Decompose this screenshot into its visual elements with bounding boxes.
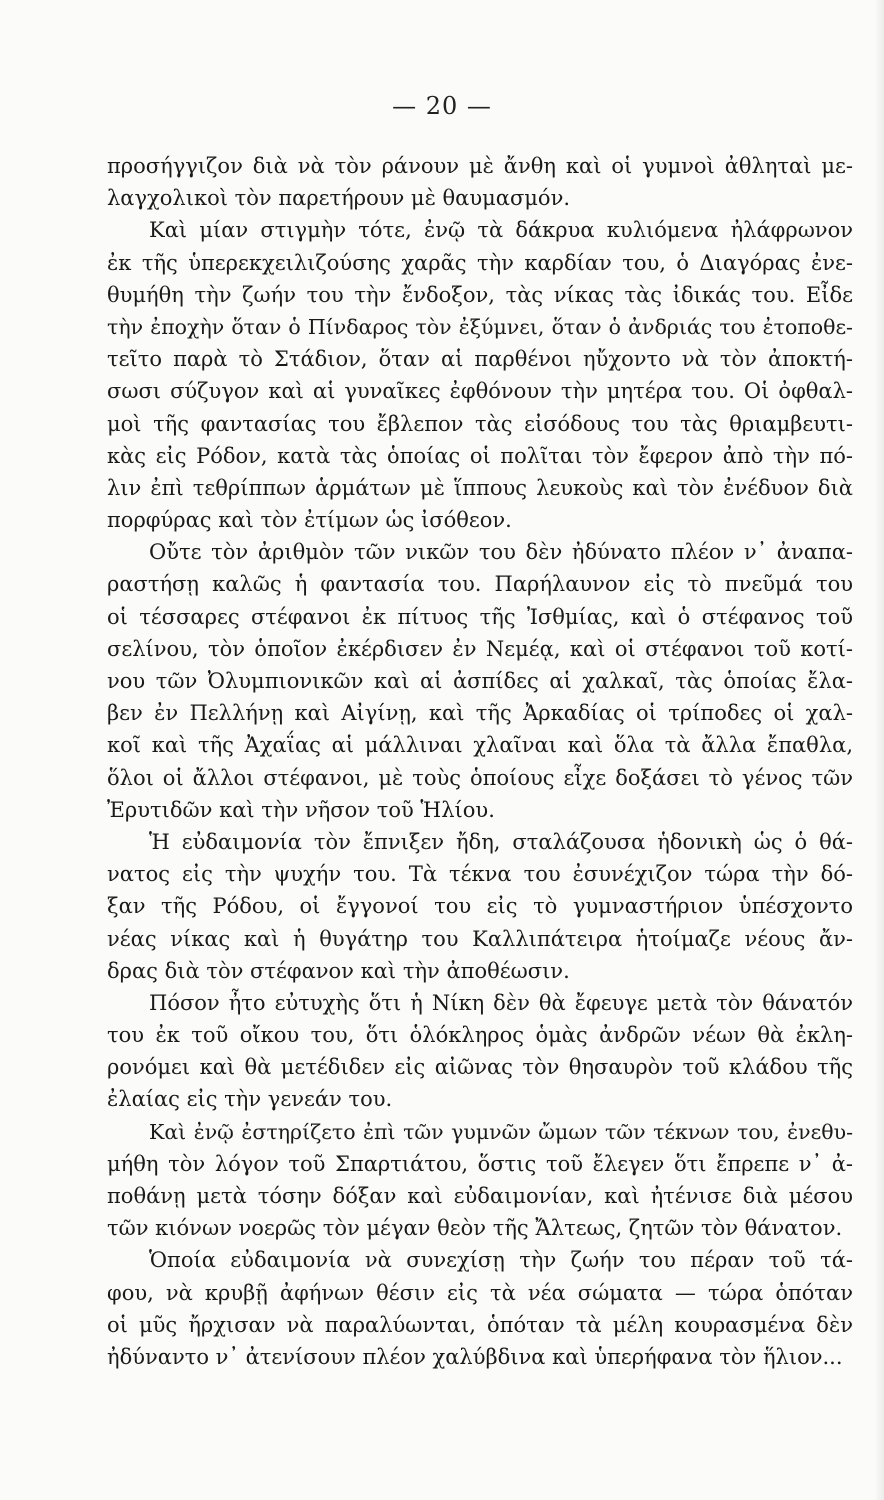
- text-line: ἐλαίας εἰς τὴν γενεάν του.: [107, 1087, 393, 1112]
- text-line: βεν ἐν Πελλήνῃ καὶ Αἰγίνῃ, καὶ τῆς Ἀρκαδίας οἱ τρίποδες οἱ χαλ-: [107, 701, 853, 726]
- text-line: ρονόμει καὶ θὰ μετέδιδεν εἰς αἰῶνας τὸν θησαυρὸν τοῦ κλάδου τῆς: [107, 1055, 853, 1080]
- text-line: οἱ μῦς ἤρχισαν νὰ παραλύωνται, ὁπόταν τὰ μέλη κουρασμένα δὲν: [107, 1312, 853, 1337]
- text-line: κὰς εἰς Ρόδον, κατὰ τὰς ὁποίας οἱ πολῖται τὸν ἔφερον ἀπὸ τὴν πό-: [107, 443, 853, 468]
- text-line: λαγχολικοὶ τὸν παρετήρουν μὲ θαυμασμόν.: [107, 186, 571, 211]
- text-line: οἱ τέσσαρες στέφανοι ἐκ πίτυος τῆς Ἰσθμίας, καὶ ὁ στέφανος τοῦ: [107, 604, 853, 629]
- page-edge-shadow: [874, 0, 884, 1500]
- text-line: νου τῶν Ὀλυμπιονικῶν καὶ αἱ ἀσπίδες αἱ χαλκαῖ, τὰς ὁποίας ἔλα-: [107, 669, 853, 693]
- text-line: ἠδύναντο ν᾽ ἀτενίσουν πλέον χαλύβδινα καὶ ὑπερήφανα τὸν ἥλιον...: [107, 1344, 843, 1369]
- text-line: κοῖ καὶ τῆς Ἀχαΐας αἱ μάλλιναι χλαῖναι καὶ ὅλα τὰ ἄλλα ἔπαθλα,: [107, 733, 853, 758]
- text-line: νέας νίκας καὶ ἡ θυγάτηρ του Καλλιπάτειρα ἡτοίμαζε νέους ἄν-: [107, 926, 853, 951]
- text-line: πορφύρας καὶ τὸν ἐτίμων ὡς ἰσόθεον.: [107, 508, 512, 533]
- text-line: σελίνου, τὸν ὁποῖον ἐκέρδισεν ἐν Νεμέᾳ, καὶ οἱ στέφανοι τοῦ κοτί-: [107, 636, 853, 661]
- text-line: προσήγγιζον διὰ νὰ τὸν ράνουν μὲ ἄνθη καὶ οἱ γυμνοὶ ἀθληταὶ με-: [107, 154, 853, 178]
- text-line: Ὁποία εὐδαιμονία νὰ συνεχίσῃ τὴν ζωήν του πέραν τοῦ τά-: [149, 1248, 853, 1273]
- text-line: φου, νὰ κρυβῇ ἀφήνων θέσιν εἰς τὰ νέα σώματα — τώρα ὁπόταν: [107, 1280, 853, 1305]
- text-line: Πόσον ἦτο εὐτυχὴς ὅτι ἡ Νίκη δὲν θὰ ἔφευγε μετὰ τὸν θάνατόν: [149, 990, 853, 1015]
- text-line: μήθη τὸν λόγον τοῦ Σπαρτιάτου, ὅστις τοῦ ἔλεγεν ὅτι ἔπρεπε ν᾽ ἀ-: [107, 1151, 853, 1176]
- text-line: Οὔτε τὸν ἀριθμὸν τῶν νικῶν του δὲν ἠδύνατο πλέον ν᾽ ἀναπα-: [149, 540, 853, 565]
- page-text-body: [107, 150, 853, 1373]
- text-line: δρας διὰ τὸν στέφανον καὶ τὴν ἀποθέωσιν.: [107, 958, 570, 983]
- text-line: ραστήσῃ καλῶς ἡ φαντασία του. Παρήλαυνον εἰς τὸ πνεῦμά του: [107, 572, 853, 597]
- text-line: Καὶ ἐνῷ ἐστηρίζετο ἐπὶ τῶν γυμνῶν ὤμων τῶν τέκνων του, ἐνεθυ-: [149, 1119, 853, 1144]
- page-number: — 20 —: [392, 92, 492, 120]
- text-line: Καὶ μίαν στιγμὴν τότε, ἐνῷ τὰ δάκρυα κυλιόμενα ἠλάφρωνον: [149, 218, 853, 243]
- text-line: σωσι σύζυγον καὶ αἱ γυναῖκες ἐφθόνουν τὴν μητέρα του. Οἱ ὀφθαλ-: [107, 379, 853, 404]
- text-line: τεῖτο παρὰ τὸ Στάδιον, ὅταν αἱ παρθένοι ηὔχοντο νὰ τὸν ἀποκτή-: [107, 347, 853, 372]
- text-line: τῶν κιόνων νοερῶς τὸν μέγαν θεὸν τῆς Ἄλτεως, ζητῶν τὸν θάνατον.: [107, 1216, 843, 1241]
- text-line: λιν ἐπὶ τεθρίππων ἁρμάτων μὲ ἵππους λευκοὺς καὶ τὸν ἐνέδυον διὰ: [107, 475, 853, 500]
- text-line: του ἐκ τοῦ οἴκου του, ὅτι ὁλόκληρος ὁμὰς ἀνδρῶν νέων θὰ ἐκλη-: [107, 1023, 853, 1048]
- text-line: τὴν ἐποχὴν ὅταν ὁ Πίνδαρος τὸν ἐξύμνει, ὅταν ὁ ἀνδριάς του ἐτοποθε-: [107, 314, 853, 339]
- text-line: ξαν τῆς Ρόδου, οἱ ἔγγονοί του εἰς τὸ γυμναστήριον ὑπέσχοντο: [107, 894, 853, 919]
- text-line: Ἡ εὐδαιμονία τὸν ἔπνιξεν ἤδη, σταλάζουσα ἡδονικὴ ὡς ὁ θά-: [149, 829, 853, 854]
- text-line: ὅλοι οἱ ἄλλοι στέφανοι, μὲ τοὺς ὁποίους εἶχε δοξάσει τὸ γένος τῶν: [107, 765, 853, 790]
- text-line: θυμήθη τὴν ζωήν του τὴν ἔνδοξον, τὰς νίκας τὰς ἰδικάς του. Εἶδε: [107, 282, 853, 307]
- text-line: Ἐρυτιδῶν καὶ τὴν νῆσον τοῦ Ἡλίου.: [107, 797, 495, 822]
- text-line: ποθάνῃ μετὰ τόσην δόξαν καὶ εὐδαιμονίαν, καὶ ἠτένισε διὰ μέσου: [107, 1184, 853, 1208]
- text-line: ἐκ τῆς ὑπερεκχειλιζούσης χαρᾶς τὴν καρδίαν του, ὁ Διαγόρας ἐνε-: [107, 250, 853, 275]
- text-line: μοὶ τῆς φαντασίας του ἔβλεπον τὰς εἰσόδους του τὰς θριαμβευτι-: [107, 411, 853, 436]
- text-line: νατος εἰς τὴν ψυχήν του. Τὰ τέκνα του ἐσυνέχιζον τώρα τὴν δό-: [107, 862, 853, 887]
